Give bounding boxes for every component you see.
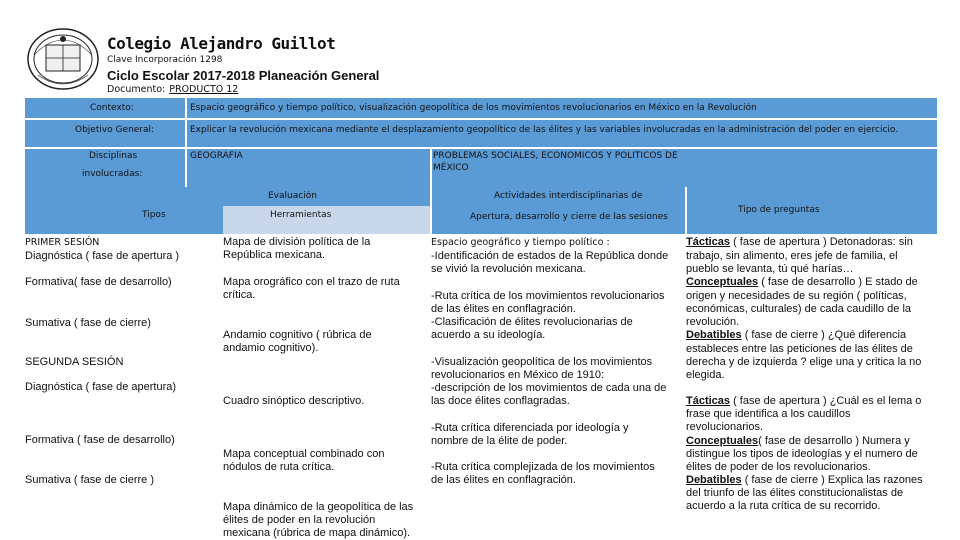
pregunta-line: élites de poder de los revolucionarios. [686,461,871,473]
actividades-header-line1: Actividades interdisciplinarias de [494,191,643,201]
objetivo-label: Objetivo General: [75,125,155,135]
school-name: Colegio Alejandro Guillot [107,34,336,53]
clave-incorporacion: Clave Incorporación 1298 [107,55,223,65]
herramienta-line: Cuadro sinóptico descriptivo. [223,395,365,407]
tipos-item: Diagnóstica ( fase de apertura) [25,381,177,393]
herramienta-line: mexicana (rúbrica de mapa dinámico). [223,527,411,539]
tipos-column [25,236,221,536]
actividades-header-line2: Apertura, desarrollo y cierre de las sesiones [470,212,668,222]
actividad-line: Espacio geográfico y tiempo político : [431,237,610,248]
tipos-item: Formativa ( fase de desarrollo) [25,434,175,446]
preguntas-column [686,236,948,516]
pregunta-text: ( fase de apertura ) ¿Cuál es el lema o [730,395,922,407]
debatibles-label: Debatibles [686,329,742,341]
pregunta-line: del triunfo de las élites constitucionalistas de [686,487,904,499]
actividad-line: de las élites en conflagración. [431,303,576,315]
pregunta-line: frase que identifica a los caudillos [686,408,851,420]
pregunta-text: ( fase de cierre ) ¿Qué diferencia [741,329,907,341]
pregunta-line: revolucionarios. [686,421,764,433]
tipos-session-2-title: SEGUNDA SESIÓN [25,356,124,368]
actividad-line: -Ruta crítica complejizada de los movimientos [431,461,655,473]
disciplina-2-line1: PROBLEMAS SOCIALES, ECONOMICOS Y POLITICOS DE [433,151,678,161]
contexto-value: Espacio geográfico y tiempo político, visualización geopolítica de los movimientos revolucionarios en México en la Revolución [190,103,757,113]
pregunta-line: estableces entre las peticiones de las élites de [686,343,913,355]
pregunta-line [686,236,913,249]
evaluacion-header-cell [25,187,430,206]
pregunta-text: ( fase de apertura ) Detonadoras: sin [730,236,913,248]
actividad-line: -Visualización geopolítica de los movimientos [431,356,653,368]
herramienta-line: nódulos de ruta crítica. [223,461,335,473]
herramienta-line: Mapa orográfico con el trazo de ruta [223,276,400,288]
herramienta-line: Mapa dinámico de la geopolítica de las [223,501,414,513]
actividad-line: -Identificación de estados de la República donde [431,250,669,262]
disciplinas-label-line1: Disciplinas [89,151,138,161]
tipos-item: Diagnóstica ( fase de apertura ) [25,250,180,262]
herramienta-line: Mapa conceptual combinado con [223,448,385,460]
herramienta-line: andamio cognitivo). [223,342,319,354]
actividad-line: -Ruta crítica de los movimientos revolucionarios [431,290,665,302]
disciplina-1: GEOGRAFIA [190,151,243,161]
pregunta-line: distingue los tipos de ideologías y el numero de [686,448,918,460]
pregunta-line [686,329,906,342]
herramienta-line: Mapa de división política de la [223,236,371,248]
debatibles-label: Debatibles [686,474,742,486]
tipos-item: Formativa( fase de desarrollo) [25,276,172,288]
pregunta-line: elegida. [686,369,725,381]
actividades-column [431,236,686,496]
herramienta-line: Andamio cognitivo ( rúbrica de [223,329,372,341]
actividad-line: -Clasificación de élites revolucionarias de [431,316,633,328]
ciclo-escolar: Ciclo Escolar 2017-2018 Planeación General [107,68,380,83]
conceptuales-label: Conceptuales [686,276,759,288]
pregunta-line [686,435,910,448]
pregunta-line: trabajo, sin alimento, eres jefe de familia, el [686,250,898,262]
pregunta-line: acuerdo a la ruta crítica de su recorrido. [686,500,881,512]
pregunta-line [686,276,918,289]
evaluacion-header: Evaluación [268,191,317,201]
pregunta-line: económicas, culturales) de cada caudillo de la [686,303,912,315]
actividad-line: se vivió la revolución mexicana. [431,263,586,275]
objetivo-value: Explicar la revolución mexicana mediante el desplazamiento geopolítico de las élites y las variables involucradas en la administración del poder en ejercicio. [190,125,899,135]
pregunta-text: ( fase de cierre ) Explica las razones [741,474,923,486]
actividad-line: nombre de la élite de poder. [431,435,568,447]
herramientas-header: Herramientas [270,210,332,220]
tipos-header: Tipos [142,210,166,220]
actividad-line: revolucionarios en México de 1910: [431,369,605,381]
school-seal-logo [26,27,101,92]
herramientas-column [223,236,430,540]
disciplina-2-line2: MÉXICO [433,163,469,173]
pregunta-line: pueblo se levanta, tú qué harías… [686,263,854,275]
documento-label: Documento: [107,84,166,95]
tacticas-label: Tácticas [686,236,731,248]
herramienta-line: élites de poder en la revolución [223,514,376,526]
tacticas-label: Tácticas [686,395,731,407]
pregunta-text: ( fase de desarrollo ) Numera y [758,435,910,447]
pregunta-line [686,395,921,408]
herramienta-line: crítica. [223,289,256,301]
contexto-label: Contexto: [90,103,134,113]
tipos-item: Sumativa ( fase de cierre) [25,317,151,329]
actividad-line: acuerdo a su ideología. [431,329,546,341]
tipos-header-cell [25,206,223,234]
tipos-session-1-title: PRIMER SESIÓN [25,237,100,248]
preguntas-header: Tipo de preguntas [738,205,820,215]
pregunta-line: derecha y de izquierda ? elige una y critica la no [686,356,922,368]
actividad-line: las doce élites conflagradas. [431,395,570,407]
pregunta-line: origen y necesidades de su región ( políticas, [686,290,907,302]
documento-line [107,84,238,95]
documento-value: PRODUCTO 12 [169,84,239,95]
conceptuales-label: Conceptuales [686,435,759,447]
actividad-line: de las élites en conflagración. [431,474,576,486]
tipos-item: Sumativa ( fase de cierre ) [25,474,154,486]
pregunta-text: ( fase de desarrollo ) E stado de [758,276,918,288]
disciplinas-label-line2: involucradas: [82,169,143,179]
pregunta-line: revolución. [686,316,740,328]
actividad-line: -descripción de los movimientos de cada una de [431,382,667,394]
pregunta-line [686,474,923,487]
herramienta-line: República mexicana. [223,249,326,261]
actividad-line: -Ruta crítica diferenciada por ideología y [431,422,629,434]
